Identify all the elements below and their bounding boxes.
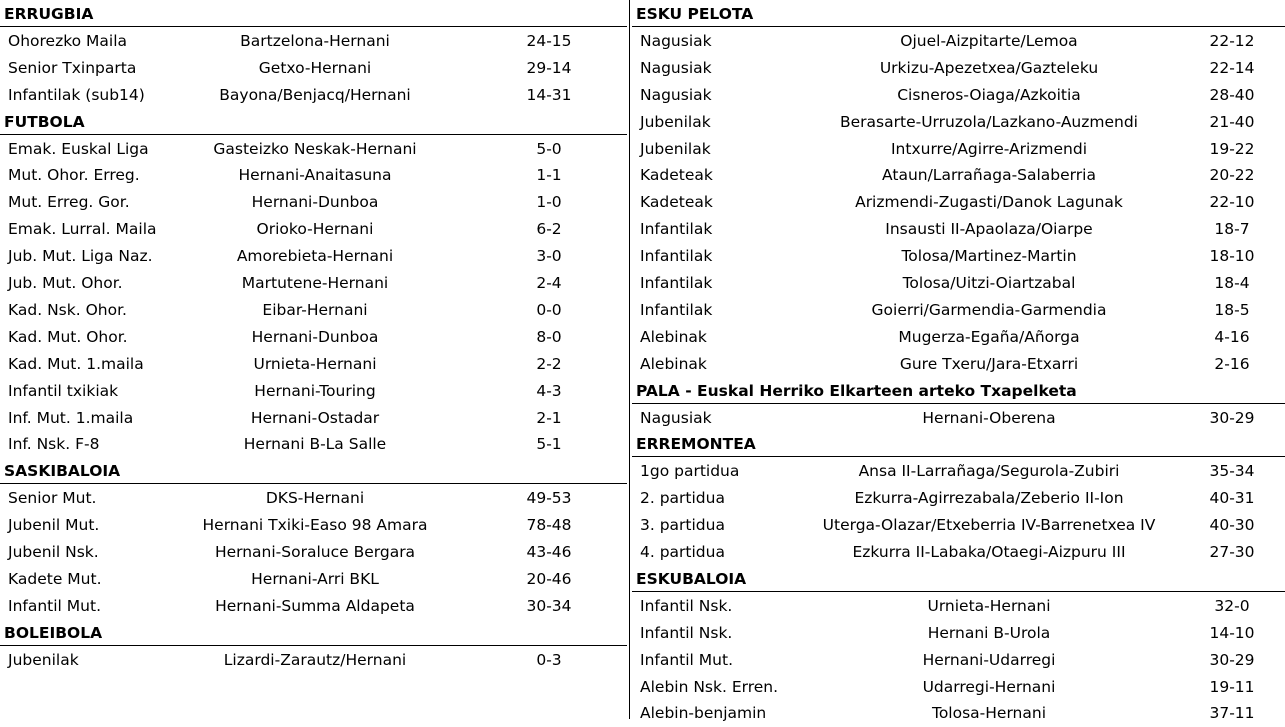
score-cell: 40-31 <box>1209 489 1255 508</box>
category-cell: Infantil Nsk. <box>640 623 733 642</box>
result-row <box>0 647 627 674</box>
category-cell: 4. partidua <box>640 543 725 561</box>
result-row <box>632 593 1285 620</box>
category-cell: Infantil Nsk. <box>640 596 733 615</box>
category-cell: Infantilak <box>640 274 713 292</box>
match-cell: Gure Txeru/Jara-Etxarri <box>899 354 1079 373</box>
score-cell: 30-34 <box>526 596 572 615</box>
category-cell: Jubenilak <box>640 112 711 131</box>
category-cell: Jubenilak <box>8 650 79 669</box>
section-header-boleibola: BOLEIBOLA <box>0 620 627 646</box>
result-row <box>632 162 1285 189</box>
score-cell: 2-16 <box>1214 354 1250 373</box>
match-cell: Getxo-Hernani <box>258 58 372 77</box>
section-header-futbola: FUTBOLA <box>0 109 627 135</box>
category-cell: Emak. Lurral. Maila <box>8 220 157 239</box>
result-row <box>0 270 627 297</box>
score-cell: 27-30 <box>1209 543 1255 561</box>
score-cell: 32-0 <box>1214 596 1250 615</box>
result-row <box>0 243 627 270</box>
match-cell: Udarregi-Hernani <box>922 677 1056 696</box>
match-cell: Hernani-Arri BKL <box>251 569 379 588</box>
match-cell: Bartzelona-Hernani <box>240 31 390 50</box>
match-cell: Intxurre/Agirre-Arizmendi <box>890 139 1088 158</box>
result-row <box>0 566 627 593</box>
result-row <box>632 270 1285 297</box>
result-row <box>632 539 1285 566</box>
match-cell: Hernani-Ostadar <box>250 408 380 427</box>
score-cell: 3-0 <box>536 247 562 266</box>
result-row <box>0 28 627 55</box>
result-row <box>632 351 1285 378</box>
score-cell: 24-15 <box>526 31 572 50</box>
category-cell: Nagusiak <box>640 408 712 427</box>
match-cell: Uterga-Olazar/Etxeberria IV-Barrenetxea IV <box>822 516 1156 535</box>
match-cell: Mugerza-Egaña/Añorga <box>898 327 1080 346</box>
match-cell: Urkizu-Apezetxea/Gazteleku <box>879 58 1099 77</box>
category-cell: Inf. Nsk. F-8 <box>8 435 100 454</box>
result-row <box>0 297 627 324</box>
score-cell: 0-3 <box>536 650 562 669</box>
result-row <box>0 136 627 163</box>
score-cell: 18-7 <box>1214 220 1250 239</box>
category-cell: Jubenil Mut. <box>8 516 100 535</box>
category-cell: Kad. Mut. 1.maila <box>8 354 144 373</box>
score-cell: 22-10 <box>1209 193 1255 212</box>
result-row <box>632 297 1285 324</box>
category-cell: Kadeteak <box>640 166 713 185</box>
score-cell: 1-0 <box>536 193 562 212</box>
category-cell: Infantilak <box>640 247 713 266</box>
category-cell: Jub. Mut. Ohor. <box>8 274 123 292</box>
score-cell: 2-2 <box>536 354 562 373</box>
score-cell: 19-11 <box>1209 677 1255 696</box>
result-row <box>632 109 1285 136</box>
match-cell: Hernani-Udarregi <box>922 650 1056 669</box>
section-header-esku-pelota: ESKU PELOTA <box>632 1 1285 27</box>
score-cell: 22-12 <box>1209 31 1255 50</box>
result-row <box>632 28 1285 55</box>
result-row <box>632 458 1285 485</box>
category-cell: Jubenilak <box>640 139 711 158</box>
match-cell: Ansa II-Larrañaga/Segurola-Zubiri <box>858 462 1120 481</box>
match-cell: Eibar-Hernani <box>262 300 368 319</box>
match-cell: Hernani Txiki-Easo 98 Amara <box>202 516 428 535</box>
category-cell: Infantil Mut. <box>640 650 733 669</box>
category-cell: Ohorezko Maila <box>8 31 128 50</box>
result-row <box>632 82 1285 109</box>
score-cell: 43-46 <box>526 543 572 561</box>
category-cell: Nagusiak <box>640 85 712 104</box>
category-cell: Jub. Mut. Liga Naz. <box>8 247 153 266</box>
result-row <box>632 324 1285 351</box>
score-cell: 28-40 <box>1209 85 1255 104</box>
match-cell: DKS-Hernani <box>265 489 365 508</box>
section-header-erremontea: ERREMONTEA <box>632 431 1285 457</box>
category-cell: Emak. Euskal Liga <box>8 139 149 158</box>
category-cell: Alebinak <box>640 354 707 373</box>
score-cell: 8-0 <box>536 327 562 346</box>
match-cell: Hernani-Summa Aldapeta <box>215 596 415 615</box>
result-row <box>632 136 1285 163</box>
category-cell: Infantilak <box>640 220 713 239</box>
category-cell: Kadete Mut. <box>8 569 102 588</box>
result-row <box>0 189 627 216</box>
match-cell: Orioko-Hernani <box>256 220 374 239</box>
category-cell: Kad. Nsk. Ohor. <box>8 300 127 319</box>
score-cell: 18-5 <box>1214 300 1250 319</box>
result-row <box>632 216 1285 243</box>
category-cell: Alebinak <box>640 327 707 346</box>
match-cell: Hernani-Soraluce Bergara <box>214 543 416 561</box>
match-cell: Tolosa-Hernani <box>931 704 1047 723</box>
result-row <box>0 512 627 539</box>
score-cell: 2-1 <box>536 408 562 427</box>
result-row <box>632 405 1285 432</box>
section-header-errugbia: ERRUGBIA <box>0 1 627 27</box>
score-cell: 4-3 <box>536 381 562 400</box>
category-cell: 2. partidua <box>640 489 725 508</box>
score-cell: 22-14 <box>1209 58 1255 77</box>
score-cell: 35-34 <box>1209 462 1255 481</box>
score-cell: 20-22 <box>1209 166 1255 185</box>
score-cell: 49-53 <box>526 489 572 508</box>
score-cell: 21-40 <box>1209 112 1255 131</box>
category-cell: Nagusiak <box>640 58 712 77</box>
category-cell: Kadeteak <box>640 193 713 212</box>
category-cell: Mut. Erreg. Gor. <box>8 193 130 212</box>
result-row <box>632 620 1285 647</box>
result-row <box>0 378 627 405</box>
match-cell: Amorebieta-Hernani <box>236 247 394 266</box>
result-row <box>0 405 627 432</box>
match-cell: Hernani-Anaitasuna <box>238 166 392 185</box>
category-cell: Inf. Mut. 1.maila <box>8 408 134 427</box>
score-cell: 30-29 <box>1209 408 1255 427</box>
score-cell: 78-48 <box>526 516 572 535</box>
result-row <box>0 324 627 351</box>
result-row <box>632 55 1285 82</box>
category-cell: Alebin Nsk. Erren. <box>640 677 779 696</box>
score-cell: 2-4 <box>536 274 562 292</box>
score-cell: 18-10 <box>1209 247 1255 266</box>
result-row <box>0 485 627 512</box>
result-row <box>0 55 627 82</box>
match-cell: Ataun/Larrañaga-Salaberria <box>882 166 1096 185</box>
result-row <box>0 351 627 378</box>
score-cell: 30-29 <box>1209 650 1255 669</box>
category-cell: Infantilak (sub14) <box>8 85 145 104</box>
result-row <box>0 593 627 620</box>
section-header-pala-euskal-herriko: PALA - Euskal Herriko Elkarteen arteko Txapelketa <box>632 378 1285 404</box>
match-cell: Tolosa/Martinez-Martin <box>901 247 1077 266</box>
category-cell: Senior Txinparta <box>8 58 137 77</box>
section-header-saskibaloia: SASKIBALOIA <box>0 458 627 484</box>
match-cell: Martutene-Hernani <box>241 274 389 292</box>
result-row <box>632 700 1285 727</box>
left-results-column <box>0 0 627 719</box>
score-cell: 4-16 <box>1214 327 1250 346</box>
score-cell: 37-11 <box>1209 704 1255 723</box>
score-cell: 14-31 <box>526 85 572 104</box>
section-header-eskubaloia: ESKUBALOIA <box>632 566 1285 592</box>
category-cell: Infantil Mut. <box>8 596 101 615</box>
match-cell: Hernani-Dunboa <box>251 193 379 212</box>
score-cell: 0-0 <box>536 300 562 319</box>
category-cell: Infantil txikiak <box>8 381 119 400</box>
category-cell: 3. partidua <box>640 516 725 535</box>
match-cell: Hernani B-La Salle <box>243 435 387 454</box>
score-cell: 18-4 <box>1214 274 1250 292</box>
match-cell: Hernani-Touring <box>254 381 376 400</box>
result-row <box>0 82 627 109</box>
category-cell: Nagusiak <box>640 31 712 50</box>
category-cell: Kad. Mut. Ohor. <box>8 327 128 346</box>
score-cell: 29-14 <box>526 58 572 77</box>
category-cell: Mut. Ohor. Erreg. <box>8 166 140 185</box>
result-row <box>632 189 1285 216</box>
category-cell: Jubenil Nsk. <box>8 543 99 561</box>
right-results-column <box>632 0 1285 723</box>
score-cell: 20-46 <box>526 569 572 588</box>
score-cell: 5-1 <box>536 435 562 454</box>
match-cell: Urnieta-Hernani <box>927 596 1051 615</box>
result-row <box>632 674 1285 701</box>
score-cell: 1-1 <box>536 166 562 185</box>
match-cell: Hernani B-Urola <box>927 623 1051 642</box>
result-row <box>0 216 627 243</box>
match-cell: Arizmendi-Zugasti/Danok Lagunak <box>855 193 1123 212</box>
category-cell: Alebin-benjamin <box>640 704 767 723</box>
match-cell: Ezkurra-Agirrezabala/Zeberio II-Ion <box>854 489 1124 508</box>
column-divider <box>629 0 630 719</box>
match-cell: Gasteizko Neskak-Hernani <box>213 139 417 158</box>
result-row <box>632 485 1285 512</box>
match-cell: Hernani-Dunboa <box>251 327 379 346</box>
score-cell: 5-0 <box>536 139 562 158</box>
category-cell: Senior Mut. <box>8 489 97 508</box>
match-cell: Berasarte-Urruzola/Lazkano-Auzmendi <box>840 112 1138 131</box>
category-cell: 1go partidua <box>640 462 740 481</box>
result-row <box>632 243 1285 270</box>
match-cell: Tolosa/Uitzi-Oiartzabal <box>902 274 1076 292</box>
score-cell: 19-22 <box>1209 139 1255 158</box>
score-cell: 40-30 <box>1209 516 1255 535</box>
match-cell: Ezkurra II-Labaka/Otaegi-Aizpuru III <box>852 543 1126 561</box>
match-cell: Hernani-Oberena <box>922 408 1056 427</box>
category-cell: Infantilak <box>640 300 713 319</box>
result-row <box>0 162 627 189</box>
result-row <box>0 431 627 458</box>
match-cell: Bayona/Benjacq/Hernani <box>219 85 411 104</box>
score-cell: 14-10 <box>1209 623 1255 642</box>
match-cell: Cisneros-Oiaga/Azkoitia <box>897 85 1081 104</box>
match-cell: Ojuel-Aizpitarte/Lemoa <box>900 31 1078 50</box>
result-row <box>632 647 1285 674</box>
result-row <box>632 512 1285 539</box>
score-cell: 6-2 <box>536 220 562 239</box>
match-cell: Urnieta-Hernani <box>253 354 377 373</box>
match-cell: Lizardi-Zarautz/Hernani <box>223 650 407 669</box>
match-cell: Insausti II-Apaolaza/Oiarpe <box>885 220 1093 239</box>
result-row <box>0 539 627 566</box>
match-cell: Goierri/Garmendia-Garmendia <box>871 300 1107 319</box>
